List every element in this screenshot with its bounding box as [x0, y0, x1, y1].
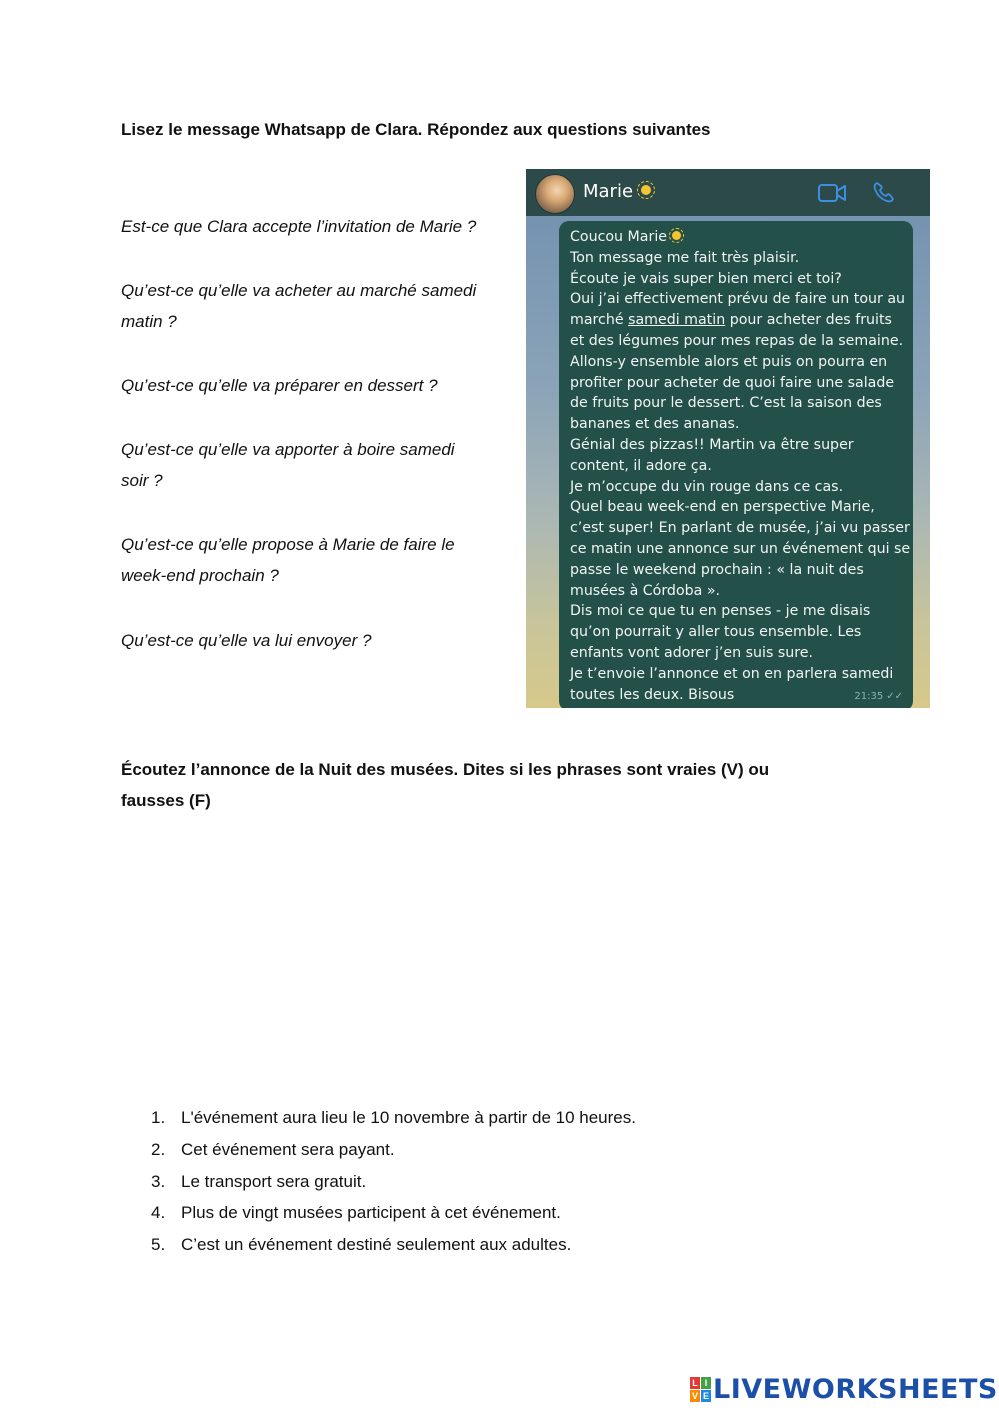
message-line: qu’on pourrait y aller tous ensemble. Les	[570, 624, 862, 641]
double-check-icon: ✓✓	[886, 691, 903, 703]
statement-text: L'événement aura lieu le 10 novembre à partir de 10 heures.	[181, 1108, 636, 1127]
message-line: c’est super! En parlant de musée, j’ai vu passer	[570, 520, 910, 537]
contact-name	[583, 181, 655, 202]
message-line: Oui j’ai effectivement prévu de faire un tour au	[570, 291, 906, 308]
statement-text: Plus de vingt musées participent à cet événement.	[181, 1203, 561, 1223]
contact-name-text: Marie	[583, 181, 634, 202]
message-line: musées à Córdoba ».	[570, 582, 721, 599]
message-line: Coucou Marie	[570, 227, 903, 248]
statement-text: Le transport sera gratuit.	[181, 1171, 367, 1191]
message-line: Allons-y ensemble alors et puis on pourra en	[570, 353, 888, 370]
message-line: Génial des pizzas!! Martin va être super	[570, 436, 854, 453]
message-line: Je m’occupe du vin rouge dans ce cas.	[570, 478, 844, 495]
statement-number: 2.	[151, 1139, 166, 1159]
question-5-line-2: week-end prochain ?	[121, 566, 279, 585]
whatsapp-screenshot	[526, 169, 930, 708]
question-6	[121, 625, 511, 656]
question-2-line-2: matin ?	[121, 312, 177, 331]
message-time-text: 21:35	[854, 691, 884, 703]
list-item	[151, 1136, 636, 1168]
message-line: Dis moi ce que tu en penses - je me disais	[570, 603, 871, 620]
question-5	[121, 529, 511, 591]
question-1	[121, 211, 511, 242]
question-4	[121, 434, 511, 496]
message-line: passe le weekend prochain : « la nuit des	[570, 561, 864, 578]
statement-list	[151, 1104, 636, 1263]
message-line: profiter pour acheter de quoi faire une salade	[570, 374, 895, 391]
section2-heading-line-2: fausses (F)	[121, 791, 211, 810]
section2-heading-line-1: Écoutez l’annonce de la Nuit des musées. Dites si les phrases sont vraies (V) ou	[121, 760, 770, 779]
question-1-line-1: Est-ce que Clara accepte l’invitation de Marie ?	[121, 217, 477, 236]
message-line: toutes les deux. Bisous	[570, 686, 735, 703]
statement-number: 3.	[151, 1171, 166, 1191]
statement-text: C’est un événement destiné seulement aux adultes.	[181, 1235, 572, 1255]
question-4-line-2: soir ?	[121, 471, 163, 490]
message-line: content, il adore ça.	[570, 457, 712, 474]
message-line: Ton message me fait très plaisir.	[570, 249, 800, 266]
message-line: de fruits pour le dessert. C’est la saison des	[570, 395, 882, 412]
sun-emoji-icon	[669, 228, 684, 243]
message-line: Écoute je vais super bien merci et toi?	[570, 270, 842, 287]
logo-mark-icon: L I V E	[691, 1377, 709, 1401]
question-4-line-1: Qu’est-ce qu’elle va apporter à boire samedi	[121, 440, 455, 459]
section1-heading: Lisez le message Whatsapp de Clara. Répondez aux questions suivantes	[121, 120, 711, 139]
message-line: ce matin une annonce sur un événement qui se	[570, 540, 911, 557]
list-item	[151, 1104, 636, 1136]
question-5-line-1: Qu’est-ce qu’elle propose à Marie de faire le	[121, 535, 455, 554]
chat-header	[526, 169, 930, 216]
message-line: enfants vont adorer j’en suis sure.	[570, 644, 814, 661]
message-line: bananes et des ananas.	[570, 416, 740, 433]
list-item	[151, 1199, 636, 1231]
question-6-line-1: Qu’est-ce qu’elle va lui envoyer ?	[121, 631, 372, 650]
list-item	[151, 1168, 636, 1200]
logo-text: LIVEWORKSHEETS	[713, 1373, 998, 1405]
question-3	[121, 370, 511, 401]
message-bubble[interactable]	[559, 221, 913, 708]
message-timestamp	[854, 687, 903, 708]
statement-number: 5.	[151, 1235, 166, 1255]
video-call-icon[interactable]	[818, 183, 846, 203]
statement-number: 1.	[151, 1108, 166, 1127]
question-2-line-1: Qu’est-ce qu’elle va acheter au marché samedi	[121, 281, 477, 300]
section2-heading	[121, 754, 861, 816]
message-line: et des légumes pour mes repas de la semaine.	[570, 332, 904, 349]
message-line: marché samedi matin pour acheter des fruits	[570, 312, 892, 329]
liveworksheets-logo[interactable]	[690, 1374, 998, 1404]
statement-number: 4.	[151, 1203, 166, 1223]
contact-avatar	[535, 174, 575, 214]
message-line: Quel beau week-end en perspective Marie,	[570, 499, 875, 516]
message-line: Je t’envoie l’annonce et on en parlera samedi	[570, 665, 894, 682]
phone-call-icon[interactable]	[872, 180, 896, 204]
statement-text: Cet événement sera payant.	[181, 1139, 395, 1159]
sun-icon	[637, 181, 655, 199]
question-2	[121, 275, 511, 337]
question-3-line-1: Qu’est-ce qu’elle va préparer en dessert ?	[121, 376, 438, 395]
list-item	[151, 1231, 636, 1263]
date-link[interactable]: samedi matin	[628, 312, 726, 329]
